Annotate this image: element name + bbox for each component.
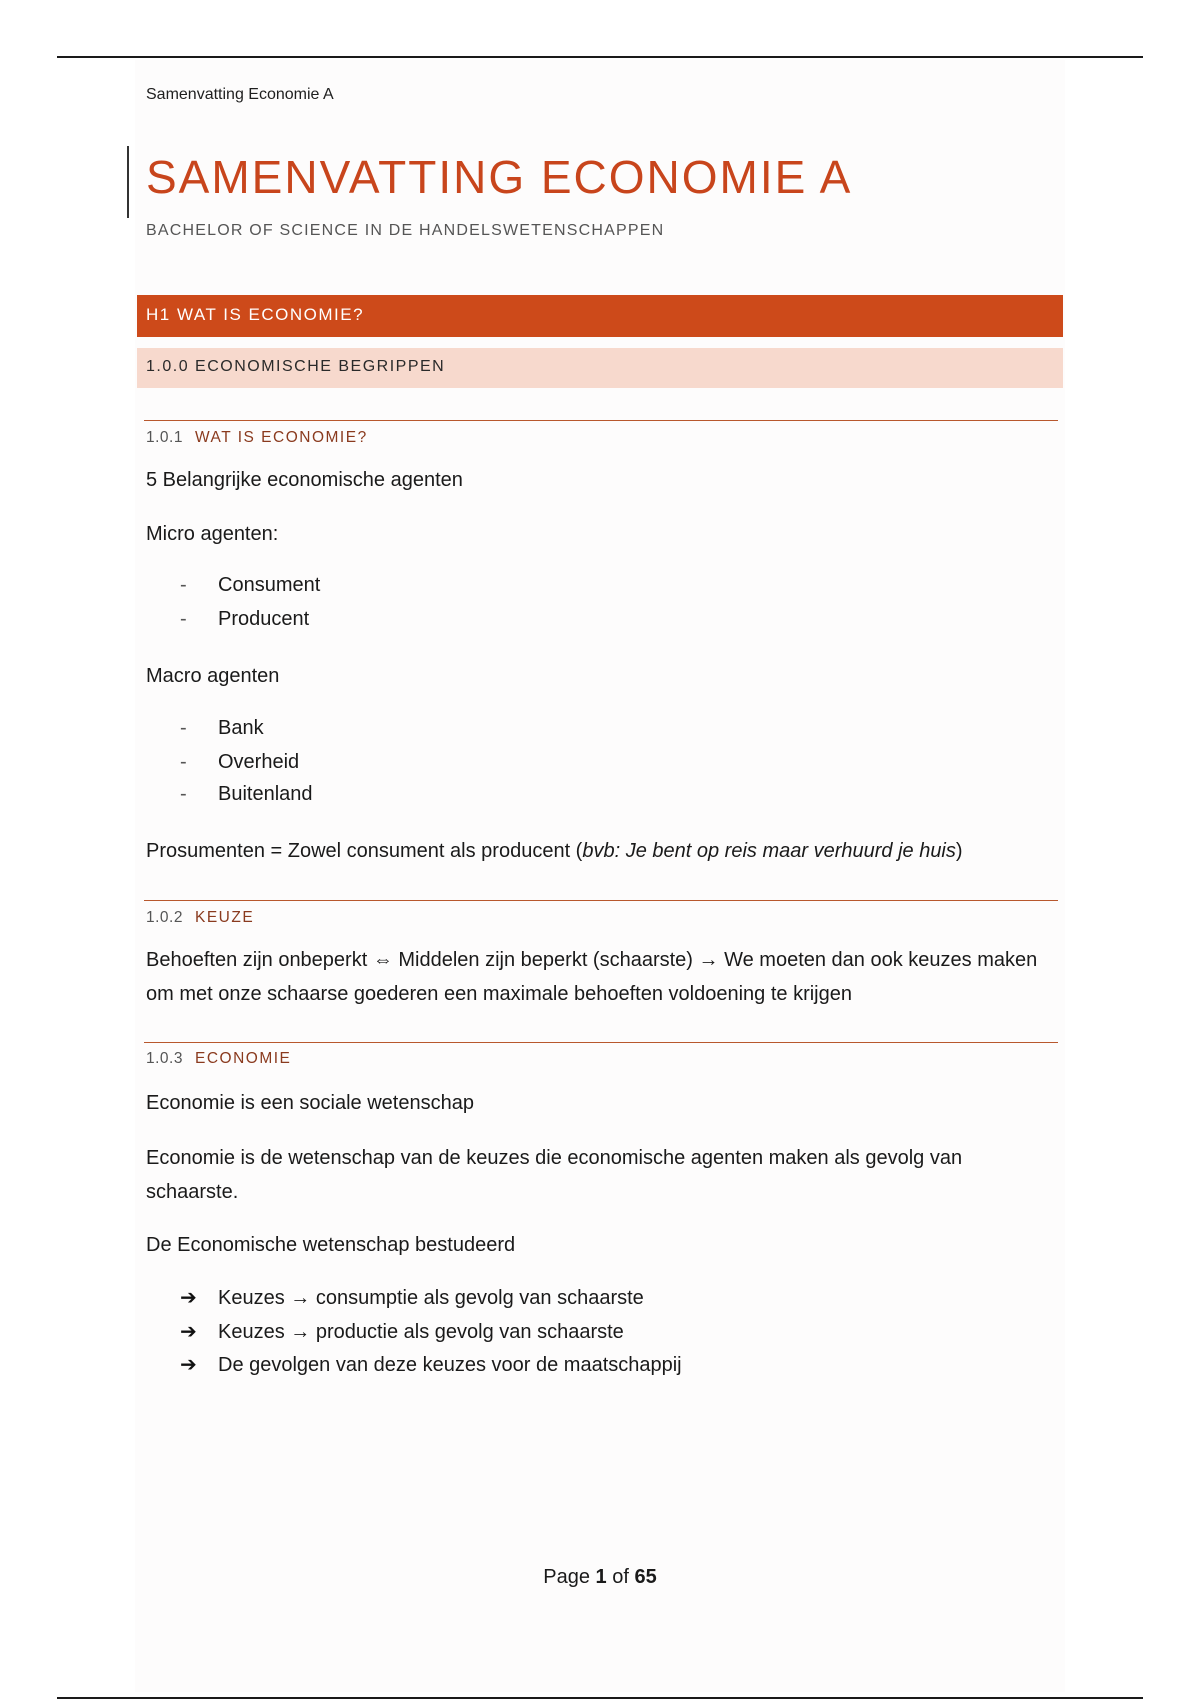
list-item-text: Consument [218, 574, 321, 596]
section-rule [144, 900, 1058, 901]
text-run: Behoeften zijn onbeperkt [146, 949, 373, 971]
list-item [180, 751, 299, 774]
arrow-bullet-icon: ➔ [180, 1321, 197, 1343]
running-header: Samenvatting Economie A [146, 86, 334, 103]
list-item [180, 1352, 682, 1377]
dash-bullet-icon: - [180, 751, 187, 773]
paragraph: Macro agenten [146, 665, 280, 687]
arrow-right-icon: → [290, 1321, 311, 1343]
arrow-right-icon: → [290, 1287, 311, 1309]
section-rule [144, 1042, 1058, 1043]
section-rule [144, 420, 1058, 421]
text-run: consumptie als gevolg van schaarste [310, 1287, 644, 1309]
current-page-number: 1 [595, 1566, 607, 1588]
dash-bullet-icon: - [180, 608, 187, 630]
arrow-bullet-icon: ➔ [180, 1287, 197, 1309]
text-run: Keuzes [218, 1321, 291, 1343]
paragraph: Economie is een sociale wetenschap [146, 1092, 474, 1114]
text-run: ) [955, 840, 963, 862]
section-title: WAT IS ECONOMIE? [194, 429, 368, 446]
section-heading [146, 429, 368, 447]
paragraph: De Economische wetenschap bestudeerd [146, 1234, 516, 1256]
text-run: We moeten dan ook keuzes maken om met onze schaarse goederen een maximale behoeften voldoening te krijgen [146, 949, 1038, 1005]
list-item [180, 608, 309, 631]
text-run: productie als gevolg van schaarste [310, 1321, 624, 1343]
document-title: SAMENVATTING ECONOMIE A [146, 151, 853, 203]
arrow-bullet-icon: ➔ [180, 1354, 197, 1376]
arrow-right-icon: → [698, 949, 719, 971]
keuze-paragraph [146, 943, 1056, 1011]
text-run: De gevolgen van deze keuzes voor de maatschappij [218, 1354, 682, 1376]
heading-1-text: H1 WAT IS ECONOMIE? [146, 305, 365, 324]
bottom-rule [57, 1697, 1143, 1699]
heading-2-text: 1.0.0 ECONOMISCHE BEGRIPPEN [146, 358, 446, 375]
total-page-count: 65 [634, 1566, 657, 1588]
page-footer [0, 1566, 1200, 1589]
list-item-text: Overheid [218, 751, 300, 773]
heading-1-band [137, 295, 1063, 337]
list-item-text: Bank [218, 717, 264, 739]
section-number: 1.0.1 [146, 429, 183, 446]
text-run: Prosumenten = Zowel consument als producent ( [146, 840, 583, 862]
paragraph: 5 Belangrijke economische agenten [146, 469, 463, 491]
list-item [180, 574, 320, 597]
list-item [180, 1319, 624, 1344]
text-run: Keuzes [218, 1287, 291, 1309]
dash-bullet-icon: - [180, 783, 187, 805]
list-item-text: Producent [218, 608, 310, 630]
section-heading [146, 909, 254, 927]
document-subtitle: BACHELOR OF SCIENCE IN DE HANDELSWETENSCHAPPEN [146, 222, 665, 239]
list-item [180, 1285, 644, 1310]
list-item-text: Buitenland [218, 783, 313, 805]
dash-bullet-icon: - [180, 717, 187, 739]
list-item [180, 783, 313, 806]
paragraph: Micro agenten: [146, 523, 279, 545]
prosumenten-paragraph [146, 834, 1056, 868]
paragraph: Economie is de wetenschap van de keuzes die economische agenten maken als gevolg van schaarste. [146, 1147, 963, 1203]
section-heading [146, 1050, 291, 1068]
dash-bullet-icon: - [180, 574, 187, 596]
double-arrow-icon: ⇔ [372, 949, 393, 971]
section-title: KEUZE [194, 909, 255, 926]
top-rule [57, 56, 1143, 58]
section-number: 1.0.2 [146, 909, 183, 926]
section-title: ECONOMIE [194, 1050, 292, 1067]
example-italic: bvb: Je bent op reis maar verhuurd je huis [582, 840, 956, 862]
heading-2-band [137, 348, 1063, 388]
footer-text: Page [543, 1566, 596, 1588]
text-run: Middelen zijn beperkt (schaarste) [392, 949, 699, 971]
title-accent-bar [127, 146, 129, 218]
list-item [180, 717, 264, 740]
footer-text: of [606, 1566, 635, 1588]
section-number: 1.0.3 [146, 1050, 183, 1067]
